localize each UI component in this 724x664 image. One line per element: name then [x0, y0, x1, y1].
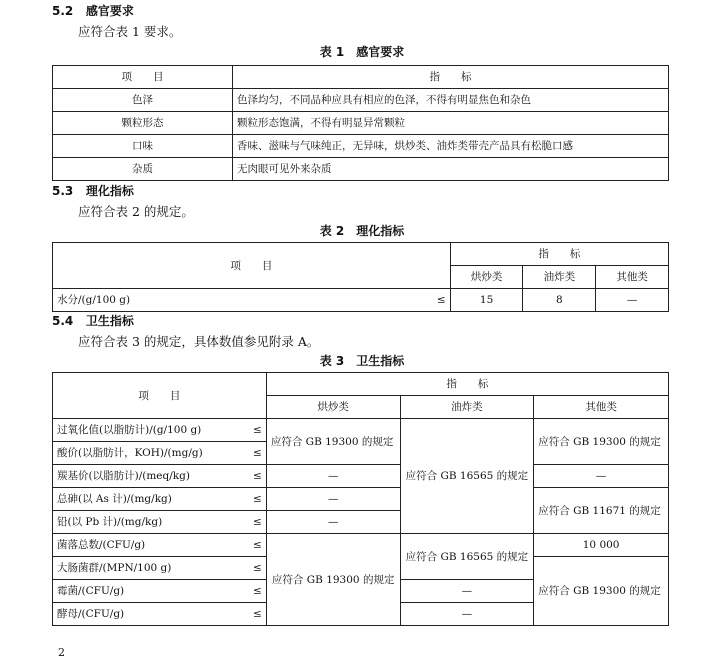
table1-caption: 表 1 感官要求	[319, 45, 405, 59]
table3-hygiene	[52, 372, 669, 626]
table3-item: 霉菌/(CFU/g)	[53, 580, 243, 603]
table3-head-spec: 指 标	[266, 373, 668, 396]
table1-head-spec: 指 标	[233, 66, 669, 89]
table3-item: 酵母/(CFU/g)	[53, 603, 243, 626]
table3-col-fried-roasted: 烘炒类	[266, 396, 400, 419]
section-title: 感官要求	[85, 4, 134, 18]
section-number: 5.2	[52, 4, 74, 18]
table1-spec: 颗粒形态饱满，不得有明显异常颗粒	[233, 112, 669, 135]
table2-value: 15	[450, 289, 523, 312]
table-row	[53, 465, 669, 488]
table2-caption: 表 2 理化指标	[319, 224, 405, 238]
table3-col-other: 其他类	[534, 396, 669, 419]
table3-roasted-gb19300: 应符合 GB 19300 的规定	[266, 419, 400, 465]
table3-fried-gb16565-micro: 应符合 GB 16565 的规定	[400, 534, 534, 580]
le-sign: ≤	[242, 580, 266, 603]
section-5-4-text: 应符合表 3 的规定，具体数值参见附录 A。	[78, 334, 320, 349]
le-sign: ≤	[242, 419, 266, 442]
table1-spec: 香味、滋味与气味纯正，无异味，烘炒类、油炸类带壳产品具有松脆口感	[233, 135, 669, 158]
section-title: 卫生指标	[85, 314, 134, 328]
table2-col-deep-fried: 油炸类	[523, 266, 596, 289]
table2-head-spec: 指 标	[450, 243, 668, 266]
table-row	[53, 112, 669, 135]
table3-dash: —	[266, 465, 400, 488]
table1-item: 颗粒形态	[53, 112, 233, 135]
le-sign: ≤	[242, 534, 266, 557]
le-sign: ≤	[242, 465, 266, 488]
table3-item: 大肠菌群/(MPN/100 g)	[53, 557, 243, 580]
table3-caption: 表 3 卫生指标	[319, 354, 405, 368]
table3-item: 酸价(以脂肪计，KOH)/(mg/g)	[53, 442, 243, 465]
table-row	[53, 488, 669, 511]
section-5-4-heading	[52, 312, 134, 329]
le-sign: ≤	[242, 511, 266, 534]
table3-item: 铅(以 Pb 计)/(mg/kg)	[53, 511, 243, 534]
section-title: 理化指标	[85, 184, 134, 198]
section-5-3-heading	[52, 182, 134, 199]
le-sign: ≤	[242, 603, 266, 626]
table1-spec: 色泽均匀，不同品种应具有相应的色泽，不得有明显焦色和杂色	[233, 89, 669, 112]
le-sign: ≤	[242, 442, 266, 465]
table3-dash: —	[266, 488, 400, 511]
table-row	[53, 158, 669, 181]
table3-other-gb19300-micro: 应符合 GB 19300 的规定	[534, 557, 669, 626]
table1-spec: 无肉眼可见外来杂质	[233, 158, 669, 181]
table3-other-count: 10 000	[534, 534, 669, 557]
table1-item: 色泽	[53, 89, 233, 112]
section-5-2-heading	[52, 2, 134, 19]
table1-item: 杂质	[53, 158, 233, 181]
table2-value: 8	[523, 289, 596, 312]
table-row	[53, 135, 669, 158]
table3-fried-gb16565: 应符合 GB 16565 的规定	[400, 419, 534, 534]
table2-col-other: 其他类	[596, 266, 669, 289]
section-number: 5.3	[52, 184, 74, 198]
table3-dash: —	[400, 580, 534, 603]
table3-item: 过氧化值(以脂肪计)/(g/100 g)	[53, 419, 243, 442]
section-5-2-text: 应符合表 1 要求。	[78, 24, 182, 39]
table2-physicochemical	[52, 242, 669, 312]
table3-other-gb19300: 应符合 GB 19300 的规定	[534, 419, 669, 465]
table3-item: 总砷(以 As 计)/(mg/kg)	[53, 488, 243, 511]
table-row	[53, 419, 669, 442]
table3-col-deep-fried: 油炸类	[400, 396, 534, 419]
table3-roasted-gb19300-micro: 应符合 GB 19300 的规定	[266, 534, 400, 626]
table-row	[53, 534, 669, 557]
table-row	[53, 89, 669, 112]
table-row	[53, 289, 669, 312]
table2-item: 水分/(g/100 g)	[53, 289, 422, 312]
table2-head-item: 项 目	[53, 243, 451, 289]
table3-dash: —	[266, 511, 400, 534]
page-number: 2	[58, 646, 65, 659]
table3-item: 羰基价(以脂肪计)/(meq/kg)	[53, 465, 243, 488]
section-5-3-text: 应符合表 2 的规定。	[78, 204, 194, 219]
table1-head-item: 项 目	[53, 66, 233, 89]
table3-item: 菌落总数/(CFU/g)	[53, 534, 243, 557]
table1-item: 口味	[53, 135, 233, 158]
le-sign: ≤	[242, 488, 266, 511]
table3-other-gb11671: 应符合 GB 11671 的规定	[534, 488, 669, 534]
table2-value: —	[596, 289, 669, 312]
table1-sensory	[52, 65, 669, 181]
table3-head-item: 项 目	[53, 373, 267, 419]
le-sign: ≤	[422, 289, 451, 312]
table3-dash: —	[534, 465, 669, 488]
table2-col-fried-roasted: 烘炒类	[450, 266, 523, 289]
le-sign: ≤	[242, 557, 266, 580]
table3-dash: —	[400, 603, 534, 626]
section-number: 5.4	[52, 314, 74, 328]
